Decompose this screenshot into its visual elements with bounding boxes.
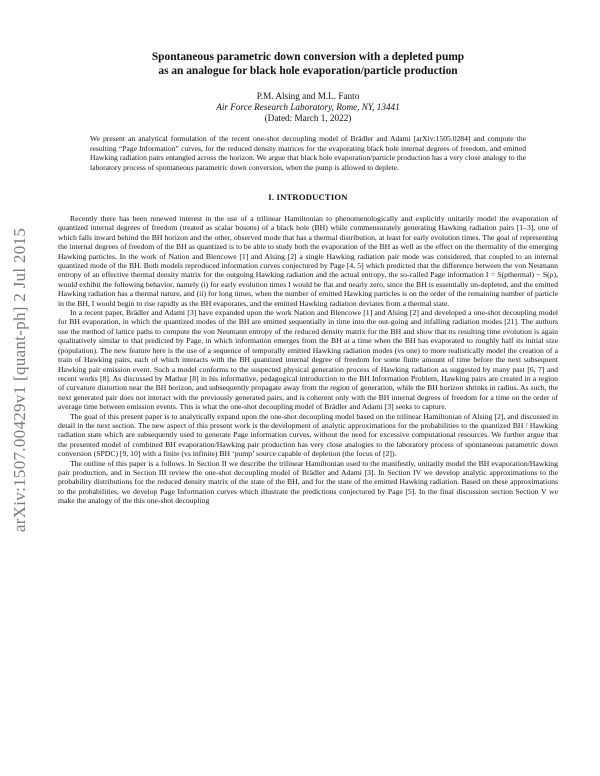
paper-title bbox=[78, 50, 538, 78]
affiliation: Air Force Research Laboratory, Rome, NY, 13441 bbox=[216, 102, 400, 112]
title-line-2: as an analogue for black hole evaporation/particle production bbox=[158, 65, 458, 77]
paragraph-3: The goal of this present paper is to analytically expand upon the one-shot decoupling model based on the trilinear Hamiltonian of Alsing [2], and discussed in detail in the next section. The new aspect of this present work is the development of analytic approximations for the probabilities to the quantized BH / Hawking radiation state which are subsequently used to generate Page information curves, without the need for excessive computational resources. We further argue that the presented model of combined BH evaporation/Hawking pair production has very close analogies to the laboratory process of spontaneous parametric down conversion (SPDC) [9, 10] with a finite (vs infinite) BH ‘pump’ source capable of depletion (the focus of [2]). bbox=[58, 411, 558, 459]
title-line-1: Spontaneous parametric down conversion with a depleted pump bbox=[151, 51, 465, 63]
paper-page bbox=[58, 50, 558, 506]
arxiv-identifier: arXiv:1507.00429v1 [quant-ph] 2 Jul 2015 bbox=[10, 227, 29, 533]
section-heading: I. INTRODUCTION bbox=[268, 192, 348, 202]
abstract: We present an analytical formulation of the recent one-shot decoupling model of Brädler and Adami [arXiv:1505.0284] and compute the resulting “Page Information” curves, for the reduced density matrices for the evaporating black hole internal degrees of freedom, and emitted Hawking radiation pairs entangled across the horizon. We argue that black hole evaporation/particle production has a very close analogy to the laboratory process of spontaneous parametric down conversion, when the pump is allowed to deplete. bbox=[90, 134, 526, 172]
arxiv-sidebar bbox=[4, 160, 36, 600]
paragraph-1: Recently there has been renewed interest in the use of a trilinear Hamiltonian to phenomenologically and explicitly unitarily model the evaporation of quantized internal degrees of freedom (treated as scalar bosons) of a black hole (BH) while commensurately generating Hawking radiation pairs [1–3], one of which falls inward behind the BH horizon and the other, observed mode that has a thermal distribution, at least for early evolution times. The goal of representing the internal degrees of freedom of the BH as quantized is to be able to study both the evaporation of the BH as well as the effect on the thermality of the emerging Hawking particles. In the work of Nation and Blencowe [1] and Alsing [2] a single Hawking radiation pair mode was considered, that coupled to an internal quantized mode of the BH. Both models reproduced information curves conjectured by Page [4, 5] which predicted that the difference between the von Neumann entropy of an effective thermal density matrix for the outgoing Hawking radiation and the actual entropy, the so-called Page information I = S(ρthermal) − S(ρ), would exhibit the following behavior, namely (i) for early evolution times I would be flat and nearly zero, since the BH is essentially un-depleted, and the emitted Hawking radiation has a thermal nature, and (ii) for long times, when the number of emitted Hawking particles is on the order of the remaining number of particle in the BH, I would begin to rise rapidly as the BH evaporates, and the emitted Hawking radiation deviates from a thermal state. bbox=[58, 214, 558, 308]
date: (Dated: March 1, 2022) bbox=[264, 113, 352, 123]
authors: P.M. Alsing and M.L. Fanto bbox=[256, 91, 360, 101]
paragraph-4: The outline of this paper is a follows. In Section II we describe the trilinear Hamiltonian used to the manifestly, unitarily model the BH evaporation/Hawking pair production, and in Section III review the one-shot decoupling model of Brädler and Adami [3]. In Section IV we develop analytic approximations to the probability distributions for the reduced density matrix of the state of the BH, and for the state of the emitted Hawking radiation. Based on these approximations to the probabilities, we develop Page Information curves which illustrate the predictions conjectured by Page [5]. In the final discussion section Section V we make the analogy of the this one-shot decoupling bbox=[58, 458, 558, 506]
paragraph-2: In a recent paper, Brädler and Adami [3] have expanded upon the work Nation and Blencowe [1] and Alsing [2] and developed a one-shot decoupling model for BH evaporation, in which the quantized modes of the BH are emitted sequentially in time into the out-going and infalling radiation modes [21]. The authors use the method of lattice paths to compute the von Neumann entropy of the reduced density matrix for the BH and show that its resulting time evolution is again qualitatively similar to that predicted by Page, in which information emerges from the BH at a time when the BH has evaporated to roughly half its initial size (population). The new feature here is the use of a sequence of temporally emitted Hawking radiation modes (vs one) to more realistically model the creation of a train of Hawking pairs, each of which interacts with the BH quantized internal degree of freedom for some finite amount of time before the next subsequent Hawking pair emission event. Such a model conforms to the suspected physical generation process of Hawking radiation as suggested by many past [6, 7] and recent works [8]. As discussed by Mathur [8] in his informative, pedagogical introduction to the BH Information Problem, Hawking pairs are created in a region of curvature distortion near the BH horizon, and subsequently propagate away from the region of generation, while the BH horizon shrinks in radius. As such, the next generated pair does not interact with the previously generated pairs, and is coherent only with the BH internal degrees of freedom for a time on the order of average time between emission events. This is what the one-shot decoupling model of Brädler and Adami [3] seeks to capture. bbox=[58, 308, 558, 412]
